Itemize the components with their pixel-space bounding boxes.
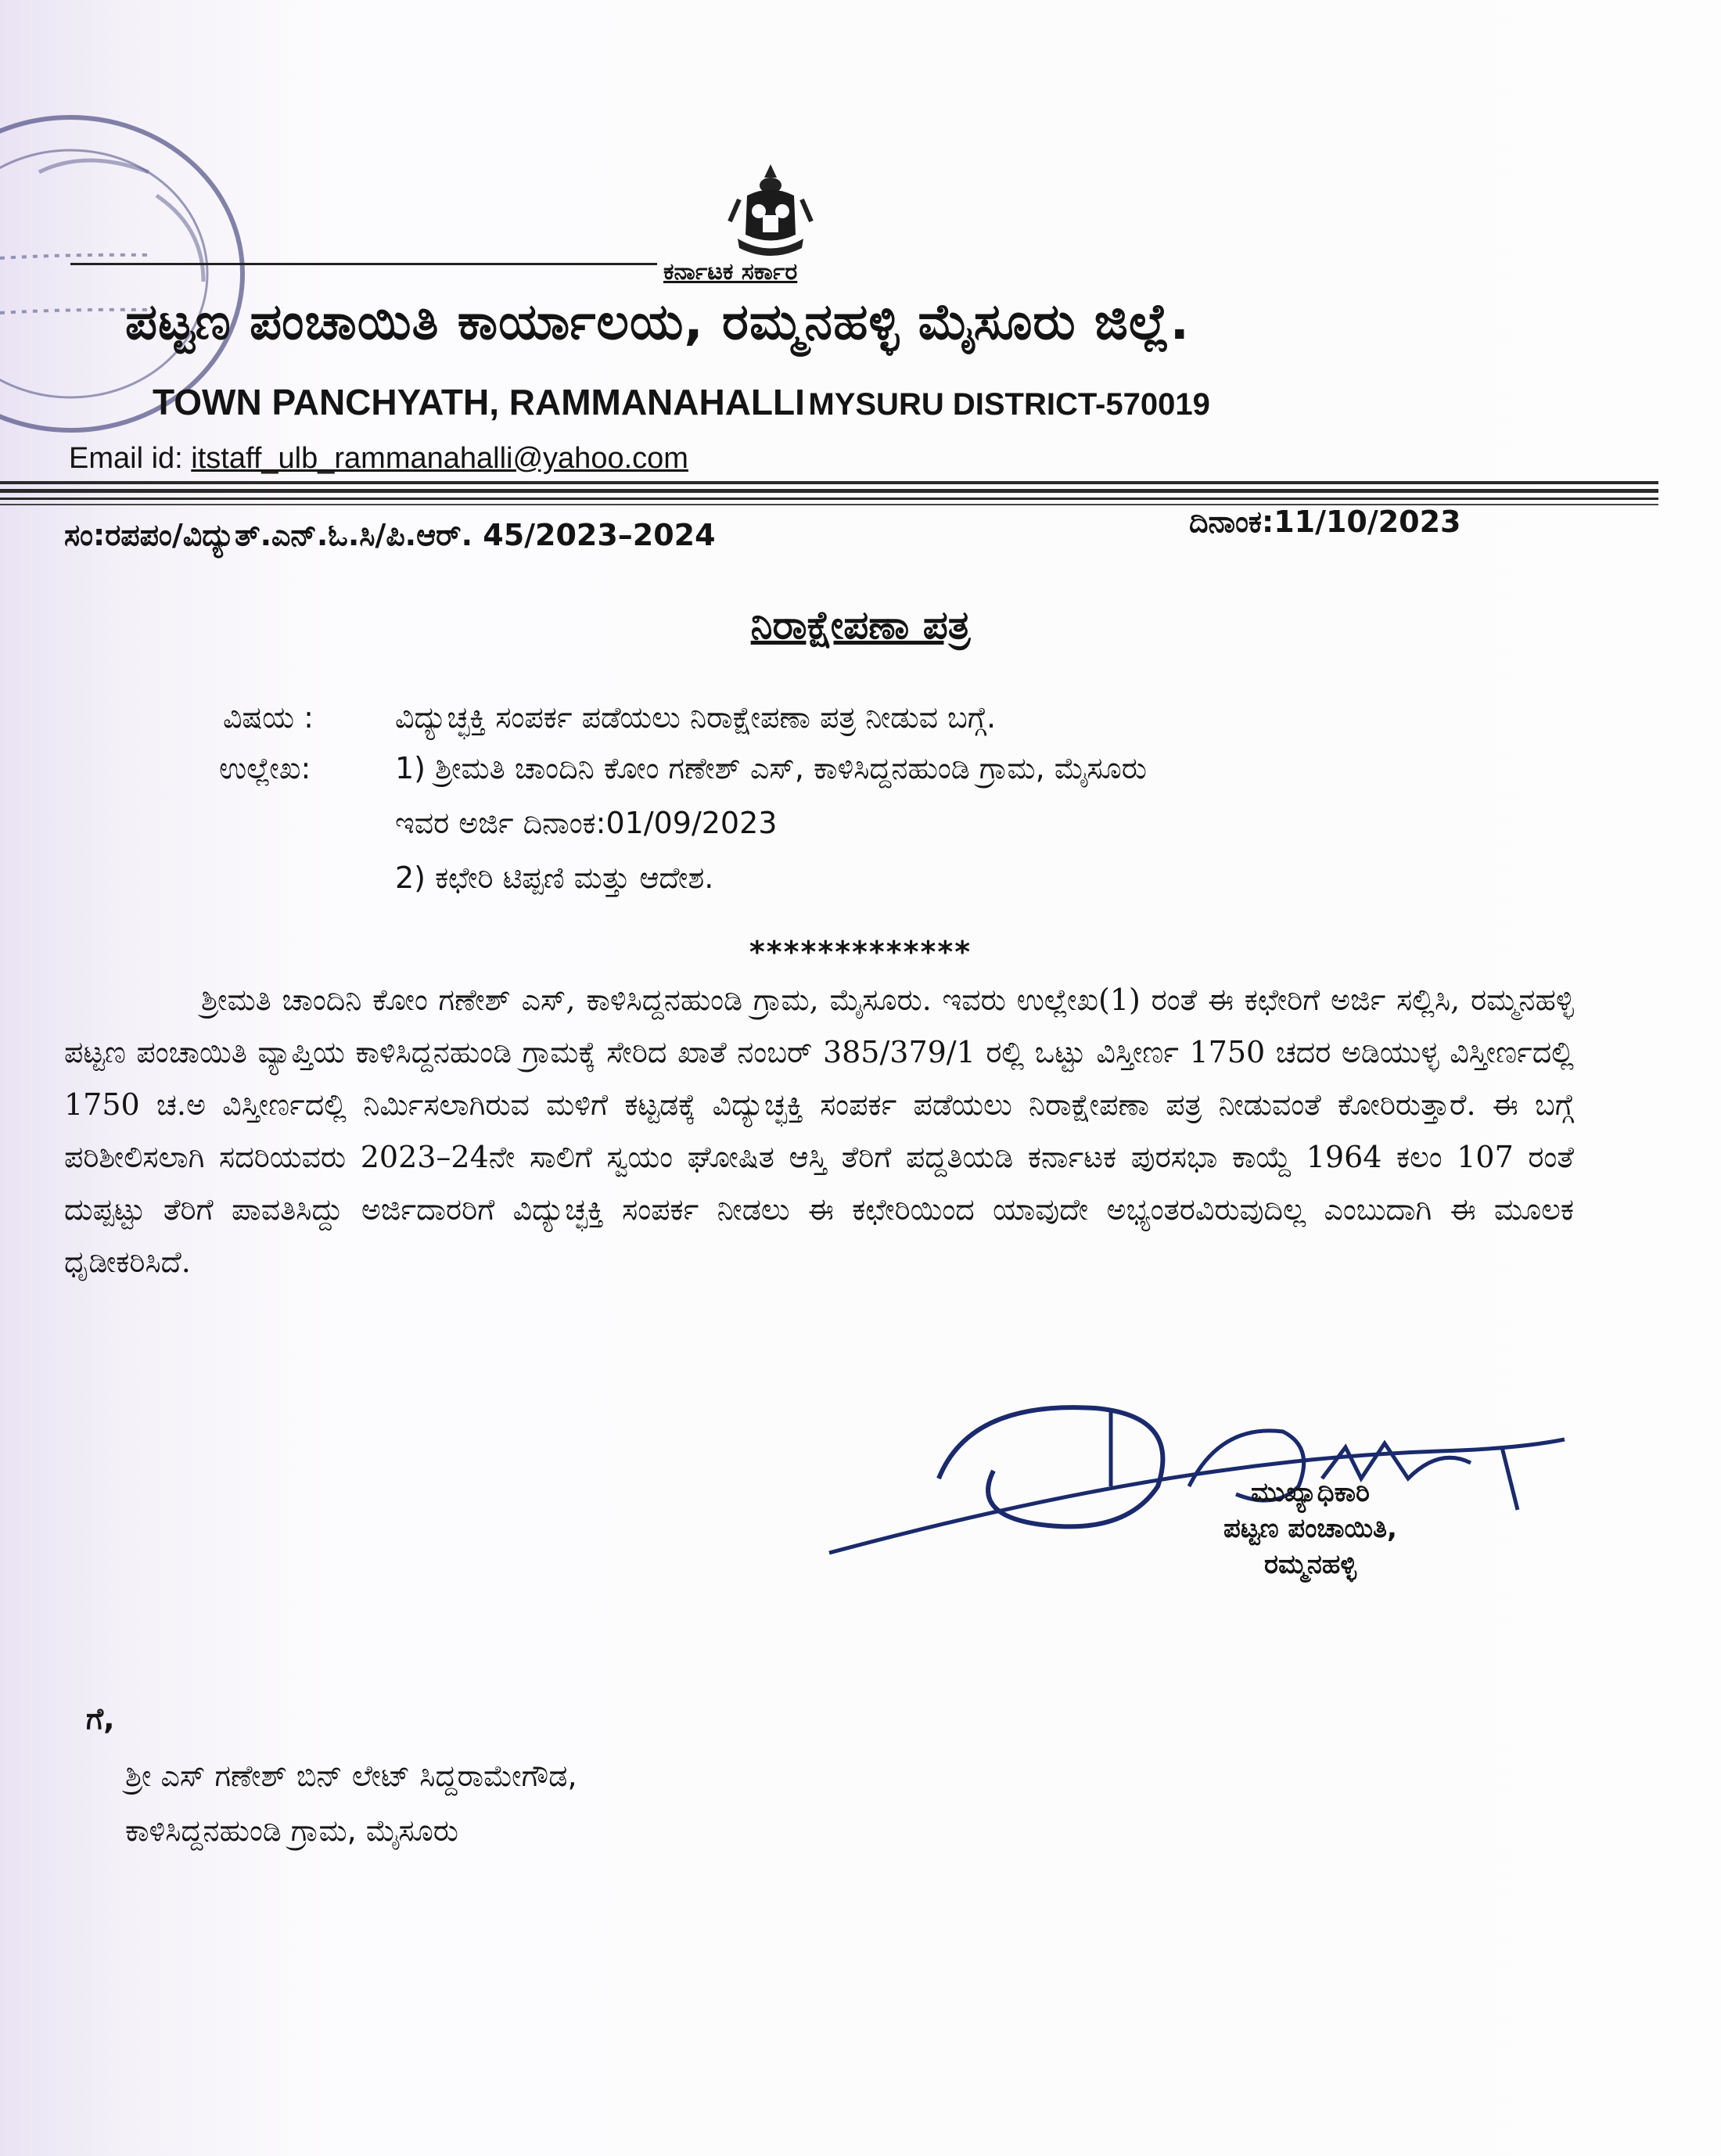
office-district-english: MYSURU DISTRICT-570019	[808, 387, 1210, 422]
header-divider	[0, 489, 1658, 493]
letterhead-rule	[70, 263, 657, 265]
signatory-designation: ಮುಖ್ಯಾಧಿಕಾರಿ	[1251, 1477, 1370, 1508]
signatory-place: ರಮ್ಮನಹಳ್ಳಿ	[1263, 1549, 1357, 1580]
recipient-address: ಕಾಳಿಸಿದ್ದನಹುಂಡಿ ಗ್ರಾಮ, ಮೈಸೂರು	[125, 1813, 458, 1848]
separator-stars: *************	[749, 935, 972, 969]
letter-body: ಶ್ರೀಮತಿ ಚಾಂದಿನಿ ಕೋಂ ಗಣೇಶ್ ಎಸ್, ಕಾಳಿಸಿದ್ದನಹುಂಡಿ ಗ್ರಾಮ, ಮೈಸೂರು. ಇವರು ಉಲ್ಲೇಖ(1) ರಂತೆ ಈ ಕಛೇರಿಗೆ ಅರ್ಜಿ ಸಲ್ಲಿಸಿ, ರಮ್ಮನಹಳ್ಳಿ ಪಟ್ಟಣ ಪಂಚಾಯಿತಿ ವ್ಯಾಪ್ತಿಯ ಕಾಳಿಸಿದ್ದನಹುಂಡಿ ಗ್ರಾಮಕ್ಕೆ ಸೇರಿದ ಖಾತೆ ನಂಬರ್ 385/379/1 ರಲ್ಲಿ ಒಟ್ಟು ವಿಸ್ತೀರ್ಣ 1750 ಚದರ ಅಡಿಯುಳ್ಳ ವಿಸ್ತೀರ್ಣದಲ್ಲಿ 1750 ಚ.ಅ ವಿಸ್ತೀರ್ಣದಲ್ಲಿ ನಿರ್ಮಿಸಲಾಗಿರುವ ಮಳಿಗೆ ಕಟ್ಟಡಕ್ಕೆ ವಿದ್ಯುಚ್ಛಕ್ತಿ ಸಂಪರ್ಕ ಪಡೆಯಲು ನಿರಾಕ್ಷೇಪಣಾ ಪತ್ರ ನೀಡುವಂತೆ ಕೋರಿರುತ್ತಾರೆ. ಈ ಬಗ್ಗೆ ಪರಿಶೀಲಿಸಲಾಗಿ ಸದರಿಯವರು 2023–24ನೇ ಸಾಲಿಗೆ ಸ್ವಯಂ ಘೋಷಿತ ಆಸ್ತಿ ತೆರಿಗೆ ಪದ್ದತಿಯಡಿ ಕರ್ನಾಟಕ ಪುರಸಭಾ ಕಾಯ್ದೆ 1964 ಕಲಂ 107 ರಂತೆ ದುಪ್ಪಟ್ಟು ತೆರಿಗೆ ಪಾವತಿಸಿದ್ದು ಅರ್ಜಿದಾರರಿಗೆ ವಿದ್ಯುಚ್ಛಕ್ತಿ ಸಂಪರ್ಕ ನೀಡಲು ಈ ಕಛೇರಿಯಿಂದ ಯಾವುದೇ ಅಭ್ಯಂತರವಿರುವುದಿಲ್ಲ ಎಂಬುದಾಗಿ ಈ ಮೂಲಕ ಧೃಡೀಕರಿಸಿದೆ.	[64, 983, 1574, 1279]
recipient-label: ಗೆ,	[86, 1701, 115, 1736]
email-address: itstaff_ulb_rammanahalli@yahoo.com	[191, 442, 688, 475]
email-line	[69, 442, 688, 476]
references-label: ಉಲ್ಲೇಖ:	[219, 751, 311, 785]
reference-item-2: 2) ಕಛೇರಿ ಟಿಪ್ಪಣಿ ಮತ್ತು ಆದೇಶ.	[395, 861, 714, 895]
subject-text: ವಿದ್ಯುಚ್ಛಕ್ತಿ ಸಂಪರ್ಕ ಪಡೆಯಲು ನಿರಾಕ್ಷೇಪಣಾ ಪತ್ರ ನೀಡುವ ಬಗ್ಗೆ.	[395, 700, 997, 735]
email-label: Email id:	[69, 442, 183, 475]
state-emblem-icon	[724, 160, 817, 266]
office-name-english: TOWN PANCHYATH, RAMMANAHALLI	[153, 382, 805, 422]
header-divider	[0, 481, 1658, 484]
reference-item-1: 1) ಶ್ರೀಮತಿ ಚಾಂದಿನಿ ಕೋಂ ಗಣೇಶ್ ಎಸ್, ಕಾಳಿಸಿದ್ದನಹುಂಡಿ ಗ್ರಾಮ, ಮೈಸೂರು	[395, 751, 1147, 785]
document-heading: ನಿರಾಕ್ಷೇಪಣಾ ಪತ್ರ	[750, 602, 971, 648]
header-divider	[0, 498, 1658, 500]
reference-item-1-cont: ಇವರ ಅರ್ಜಿ ದಿನಾಂಕ:01/09/2023	[395, 806, 778, 840]
subject-label: ವಿಷಯ :	[223, 700, 314, 735]
government-name: ಕರ್ನಾಟಕ ಸರ್ಕಾರ	[663, 258, 798, 286]
reference-number: ಸಂ:ರಪಪಂ/ವಿದ್ಯುತ್.ಎನ್.ಓ.ಸಿ/ಪಿ.ಆರ್. 45/2023–2024	[64, 518, 716, 552]
office-title-english	[153, 381, 1210, 423]
recipient-name: ಶ್ರೀ ಎಸ್ ಗಣೇಶ್ ಬಿನ್ ಲೇಟ್ ಸಿದ್ದರಾಮೇಗೌಡ,	[125, 1759, 577, 1793]
signatory-block	[1146, 1475, 1475, 1583]
office-title-kannada: ಪಟ್ಟಣ ಪಂಚಾಯಿತಿ ಕಾರ್ಯಾಲಯ, ರಮ್ಮನಹಳ್ಳಿ ಮೈಸೂರು ಜಿಲ್ಲೆ.	[125, 293, 1190, 351]
letter-date: ದಿನಾಂಕ:11/10/2023	[1189, 505, 1461, 539]
signatory-office: ಪಟ್ಟಣ ಪಂಚಾಯಿತಿ,	[1223, 1513, 1397, 1544]
